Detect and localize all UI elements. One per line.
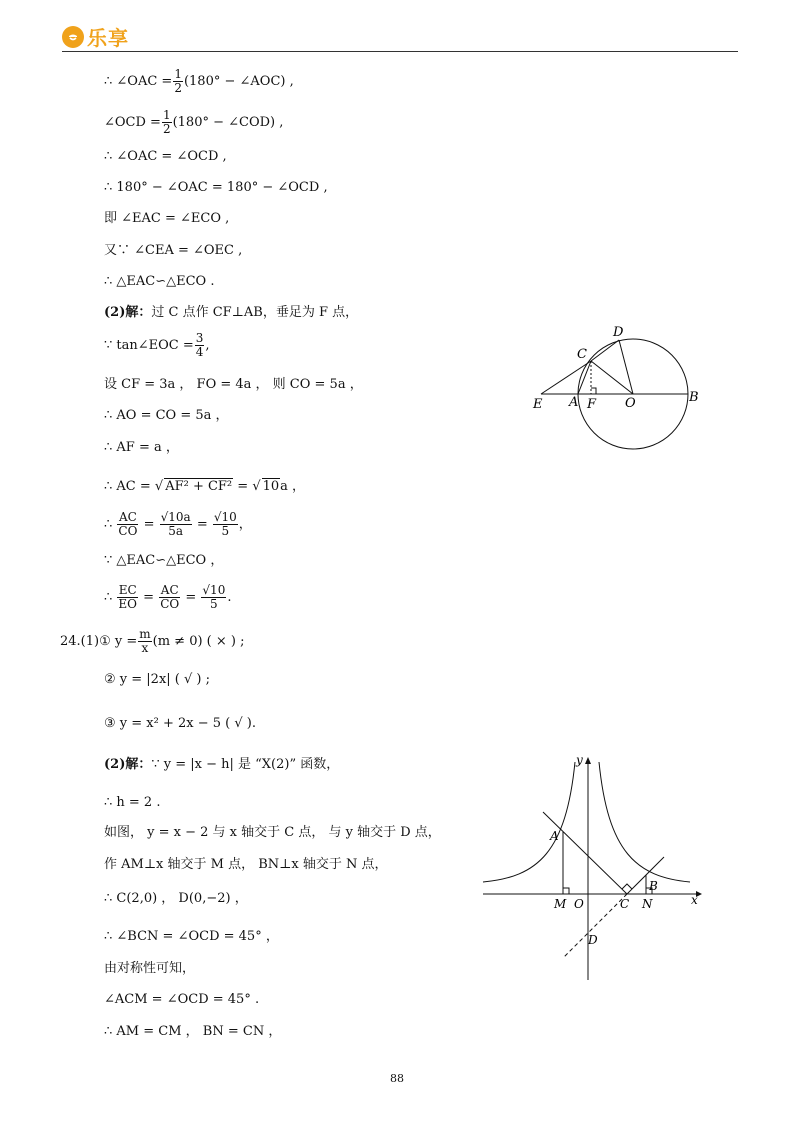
line-14: ∴ $\frac{AC}{CO}$ = $\frac{√10a}{5a}$ = $\frac{√10}{5}$ ， xyxy=(104,510,252,538)
line-cd xyxy=(591,340,619,361)
line-5: 即 ∠EAC = ∠ECO , xyxy=(104,211,230,226)
line-y-x-2-left xyxy=(543,812,627,894)
curve-left-branch xyxy=(483,762,575,882)
label-a: A xyxy=(550,829,559,843)
label-e: E xyxy=(533,397,543,412)
label-c: C xyxy=(620,897,630,911)
label-a: A xyxy=(569,395,579,410)
label-x-axis: x xyxy=(691,893,698,907)
function-graph-figure xyxy=(478,752,704,984)
curve-right-branch xyxy=(599,762,690,882)
line-ec xyxy=(541,361,591,394)
q24-part2-line-5: ∴ C(2,0) ， D(0,−2) ， xyxy=(104,891,248,906)
line-2: ∠OCD = $\frac{1}{2}$ (180° − ∠COD) , xyxy=(104,108,284,136)
line-13: ∴ AC = √ AF² + CF² = √ 10a ， xyxy=(104,479,306,494)
logo-text: 乐享 xyxy=(87,26,129,50)
line-4: ∴ 180° − ∠OAC = 180° − ∠OCD , xyxy=(104,180,328,195)
q24-item-2: ② y = |2x| ( √ ) ; xyxy=(104,672,210,687)
line-6: 又∵ ∠CEA = ∠OEC , xyxy=(104,243,243,258)
q24-part2-line-2: ∴ h = 2 . xyxy=(104,795,161,810)
right-angle-f xyxy=(591,388,596,394)
line-3: ∴ ∠OAC = ∠OCD , xyxy=(104,149,227,164)
right-angle-m xyxy=(563,888,569,894)
label-b: B xyxy=(689,390,699,405)
q24-item-1: 24.(1)① y = $\frac{m}{x}$ (m ≠ 0) ( × ) ; xyxy=(60,627,245,655)
label-n: N xyxy=(642,897,653,911)
header-divider xyxy=(62,51,738,52)
q24-part2-line-9: ∴ AM = CM ， BN = CN ， xyxy=(104,1024,282,1039)
q24-part2-line-6: ∴ ∠BCN = ∠OCD = 45° ， xyxy=(104,929,279,944)
q24-part2-line-1: (2)解：∵ y = |x − h| 是 “X(2)” 函数， xyxy=(104,757,340,772)
label-o: O xyxy=(625,396,636,411)
label-d: D xyxy=(588,933,598,947)
q24-part2-line-4: 作 AM⊥x 轴交于 M 点， BN⊥x 轴交于 N 点， xyxy=(104,857,388,872)
label-m: M xyxy=(554,897,567,911)
line-co xyxy=(591,361,633,394)
label-d: D xyxy=(613,325,624,340)
label-o: O xyxy=(574,897,584,911)
label-b: B xyxy=(649,879,658,893)
line-9: ∵ tan∠EOC = $\frac{3}{4}$ , xyxy=(104,331,210,359)
q24-part2-line-3: 如图， y = x − 2 与 x 轴交于 C 点， 与 y 轴交于 D 点， xyxy=(104,825,441,840)
line-15: ∵ △EAC∽△ECO ， xyxy=(104,553,224,568)
line-7: ∴ △EAC∽△ECO . xyxy=(104,274,215,289)
line-do xyxy=(619,340,633,394)
q24-part2-line-8: ∠ACM = ∠OCD = 45° . xyxy=(104,992,260,1007)
logo-icon xyxy=(62,26,84,48)
label-y-axis: y xyxy=(576,753,583,767)
line-10: 设 CF = 3a ， FO = 4a ， 则 CO = 5a ， xyxy=(104,377,363,392)
line-1: ∴ ∠OAC = $\frac{1}{2}$ (180° − ∠AOC) , xyxy=(104,67,294,95)
line-12: ∴ AF = a ， xyxy=(104,440,179,455)
line-ac xyxy=(578,361,591,394)
line-8: (2)解：过 C 点作 CF⊥AB，垂足为 F 点， xyxy=(104,305,359,320)
circle-geometry-figure xyxy=(525,322,705,457)
page-number: 88 xyxy=(390,1072,404,1085)
q24-item-3: ③ y = x² + 2x − 5 ( √ ). xyxy=(104,716,256,731)
line-11: ∴ AO = CO = 5a ， xyxy=(104,408,229,423)
label-c: C xyxy=(577,347,587,362)
y-axis-arrow-icon xyxy=(585,757,591,764)
header-logo xyxy=(62,22,129,51)
q24-part2-line-7: 由对称性可知， xyxy=(104,961,196,976)
right-angle-c xyxy=(622,884,632,889)
line-16: ∴ $\frac{EC}{EO}$ = $\frac{AC}{CO}$ = $\frac{√10}{5}$ . xyxy=(104,583,232,611)
label-f: F xyxy=(587,397,597,412)
